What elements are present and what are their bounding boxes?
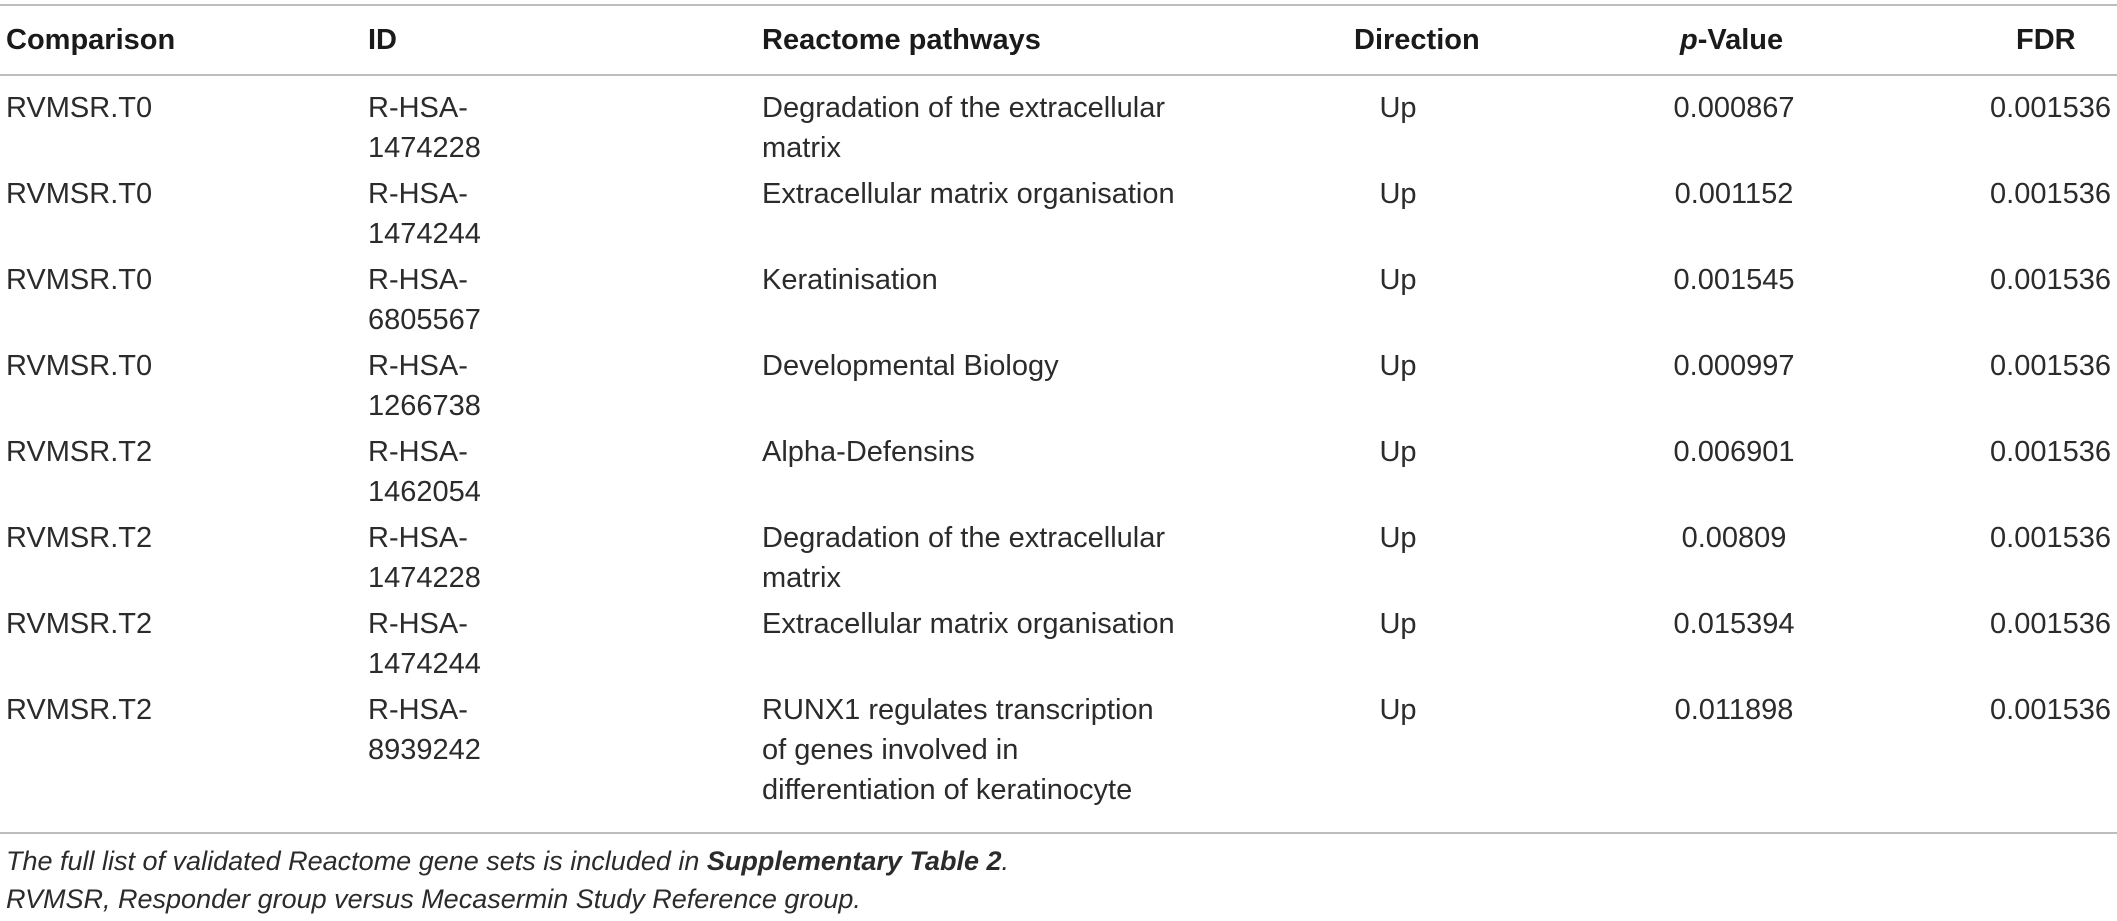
row-fdr: 0.001536: [1990, 522, 2111, 554]
row-id: R-HSA-1474244: [368, 178, 481, 250]
row-comparison: RVMSR.T0: [6, 92, 153, 124]
header-p-value: [1680, 20, 1783, 60]
row-pathway: Degradation of the extracellular matrix: [762, 92, 1166, 164]
row-direction: Up: [1379, 608, 1417, 640]
header-direction: Direction: [1354, 24, 1480, 56]
row-id: R-HSA-1474244: [368, 608, 481, 680]
row-comparison: RVMSR.T2: [6, 608, 153, 640]
row-direction: Up: [1379, 436, 1417, 468]
row-fdr: 0.001536: [1990, 92, 2111, 124]
row-comparison: RVMSR.T2: [6, 522, 153, 554]
row-p-value: 0.000867: [1673, 92, 1795, 124]
row-direction: Up: [1379, 694, 1417, 726]
supplementary-table-reference: Supplementary Table 2: [706, 846, 1002, 876]
row-id: R-HSA-1474228: [368, 92, 481, 164]
row-pathway: Keratinisation: [762, 264, 938, 296]
row-id: R-HSA-8939242: [368, 694, 481, 766]
row-pathway: Degradation of the extracellular matrix: [762, 522, 1166, 594]
row-fdr: 0.001536: [1990, 436, 2111, 468]
table-header: [0, 20, 2117, 64]
header-fdr: FDR: [2016, 24, 2076, 56]
footnote-abbreviation: RVMSR, Responder group versus Mecasermin Study Reference group.: [6, 884, 861, 914]
row-comparison: RVMSR.T2: [6, 694, 153, 726]
row-id: R-HSA-1462054: [368, 436, 481, 508]
row-pathway: Alpha-Defensins: [762, 436, 975, 468]
header-reactome-pathways: Reactome pathways: [762, 24, 1041, 56]
row-p-value: 0.00809: [1681, 522, 1787, 554]
row-comparison: RVMSR.T0: [6, 264, 153, 296]
row-fdr: 0.001536: [1990, 694, 2111, 726]
row-p-value: 0.011898: [1674, 694, 1794, 726]
row-id: R-HSA-6805567: [368, 264, 481, 336]
table-top-rule: [0, 4, 2117, 6]
row-pathway: Developmental Biology: [762, 350, 1059, 382]
footnote-supplementary-suffix: .: [1001, 846, 1009, 876]
row-p-value: 0.001152: [1674, 178, 1794, 210]
header-id: ID: [368, 24, 397, 56]
footnote-supplementary: [6, 842, 1009, 880]
row-direction: Up: [1379, 178, 1417, 210]
row-comparison: RVMSR.T0: [6, 178, 153, 210]
row-direction: Up: [1379, 264, 1417, 296]
row-p-value: 0.000997: [1673, 350, 1795, 382]
row-direction: Up: [1379, 92, 1417, 124]
table-row: [0, 174, 2117, 261]
row-pathway: RUNX1 regulates transcription of genes involved in differentiation of keratinocyte: [762, 694, 1154, 806]
row-id: R-HSA-1266738: [368, 350, 481, 422]
row-direction: Up: [1379, 522, 1417, 554]
footnote-supplementary-prefix: The full list of validated Reactome gene sets is included in: [6, 846, 707, 876]
row-fdr: 0.001536: [1990, 608, 2111, 640]
table-bottom-rule: [0, 832, 2117, 834]
row-comparison: RVMSR.T0: [6, 350, 153, 382]
header-bottom-rule: [0, 74, 2117, 76]
row-p-value: 0.001545: [1673, 264, 1795, 296]
row-pathway: Extracellular matrix organisation: [762, 178, 1175, 210]
row-p-value: 0.006901: [1673, 436, 1795, 468]
row-fdr: 0.001536: [1990, 264, 2111, 296]
table-row: [0, 432, 2117, 519]
table-row: [0, 690, 2117, 806]
table-row: [0, 88, 2117, 175]
table-row: [0, 346, 2117, 433]
header-p-value-rest: -Value: [1697, 24, 1784, 56]
row-direction: Up: [1379, 350, 1417, 382]
table-row: [0, 604, 2117, 691]
row-pathway: Extracellular matrix organisation: [762, 608, 1175, 640]
header-comparison: Comparison: [6, 24, 176, 56]
row-comparison: RVMSR.T2: [6, 436, 153, 468]
header-p-value-italic: p: [1680, 24, 1698, 56]
table-row: [0, 518, 2117, 605]
row-fdr: 0.001536: [1990, 350, 2111, 382]
table-row: [0, 260, 2117, 347]
row-fdr: 0.001536: [1990, 178, 2111, 210]
row-p-value: 0.015394: [1673, 608, 1795, 640]
row-id: R-HSA-1474228: [368, 522, 481, 594]
